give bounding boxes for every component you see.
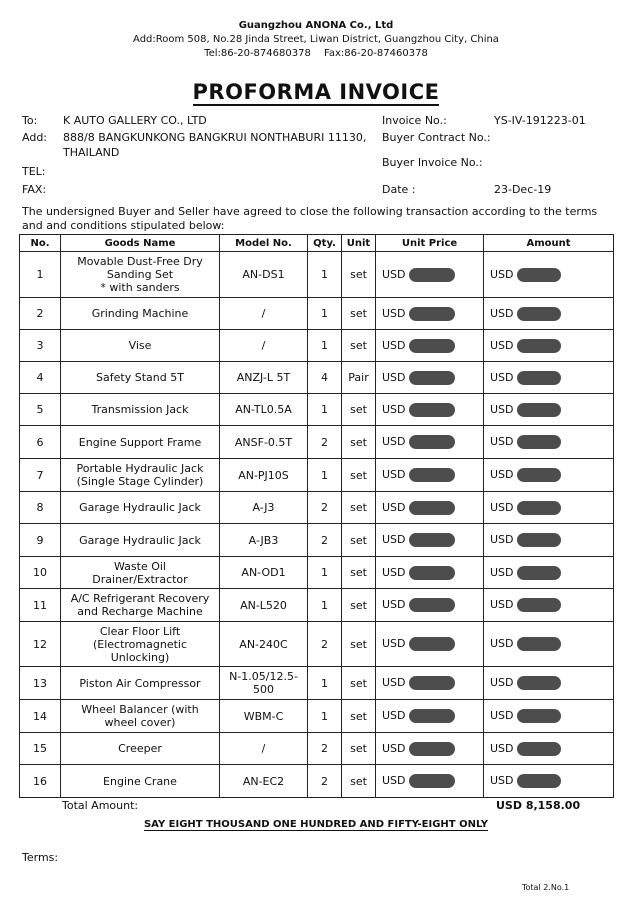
redacted-value (409, 468, 455, 482)
cell-model-no: AN-EC2 (220, 765, 308, 798)
cell-no: 10 (20, 557, 61, 589)
cell-unit-price (376, 557, 484, 589)
date-label: Date : (382, 183, 416, 196)
add-label: Add: (22, 131, 48, 144)
redacted-value (409, 268, 455, 282)
cell-unit: set (342, 622, 376, 667)
currency-label: USD (382, 709, 406, 722)
cell-qty: 1 (308, 394, 342, 426)
currency-label: USD (490, 598, 514, 611)
cell-no: 7 (20, 459, 61, 492)
total-amount-value: USD 8,158.00 (496, 799, 581, 812)
cell-model-no: / (220, 733, 308, 765)
redacted-value (517, 598, 561, 612)
cell-unit: set (342, 765, 376, 798)
currency-label: USD (490, 402, 514, 416)
page-title (0, 80, 632, 104)
redacted-value (409, 676, 455, 690)
currency-label: USD (382, 306, 406, 320)
currency-label: USD (382, 435, 406, 448)
table-row (20, 524, 614, 557)
redacted-value (409, 403, 455, 417)
cell-amount (484, 492, 614, 524)
cell-goods-name: Vise (61, 330, 220, 362)
cell-unit-price (376, 622, 484, 667)
redacted-value (517, 676, 561, 690)
cell-no: 8 (20, 492, 61, 524)
cell-no: 6 (20, 426, 61, 459)
currency-label: USD (382, 598, 406, 611)
currency-label: USD (490, 468, 514, 481)
redacted-value (409, 742, 455, 756)
cell-unit-price (376, 765, 484, 798)
total-amount-label: Total Amount: (62, 799, 139, 812)
redacted-value (517, 501, 561, 515)
redacted-value (409, 637, 455, 651)
redacted-value (517, 403, 561, 417)
cell-goods-name: Waste Oil Drainer/Extractor (61, 557, 220, 589)
total-in-words-text: SAY EIGHT THOUSAND ONE HUNDRED AND FIFTY-EIGHT ONLY (143, 819, 489, 830)
tel-label: TEL: (22, 165, 46, 178)
redacted-value (409, 307, 455, 321)
cell-unit: set (342, 330, 376, 362)
table-row (20, 492, 614, 524)
cell-model-no: WBM-C (220, 700, 308, 733)
cell-unit: set (342, 394, 376, 426)
cell-amount (484, 459, 614, 492)
cell-unit-price (376, 700, 484, 733)
cell-unit: set (342, 459, 376, 492)
redacted-value (517, 339, 561, 353)
currency-label: USD (490, 370, 514, 384)
cell-qty: 4 (308, 362, 342, 394)
cell-unit-price (376, 589, 484, 622)
cell-unit-price (376, 298, 484, 330)
cell-qty: 2 (308, 622, 342, 667)
cell-model-no: AN-DS1 (220, 252, 308, 298)
company-tel: Tel:86-20-874680378 (204, 48, 311, 59)
invoice-no-label: Invoice No.: (382, 114, 447, 127)
fax-label: FAX: (22, 183, 47, 196)
currency-label: USD (490, 741, 514, 755)
table-row (20, 667, 614, 700)
table-row (20, 765, 614, 798)
redacted-value (409, 371, 455, 385)
cell-model-no: / (220, 298, 308, 330)
cell-amount (484, 330, 614, 362)
currency-label: USD (382, 500, 406, 514)
cell-qty: 1 (308, 298, 342, 330)
add-value-line1: 888/8 BANGKUNKONG BANGKRUI NONTHABURI 11130, (63, 131, 367, 144)
redacted-value (409, 501, 455, 515)
table-row (20, 330, 614, 362)
cell-model-no: AN-240C (220, 622, 308, 667)
redacted-value (409, 435, 455, 449)
cell-unit-price (376, 459, 484, 492)
col-header-qty: Qty. (308, 235, 342, 252)
table-row (20, 362, 614, 394)
redacted-value (517, 307, 561, 321)
add-value-line2: THAILAND (63, 146, 120, 159)
cell-no: 9 (20, 524, 61, 557)
cell-goods-name: Transmission Jack (61, 394, 220, 426)
cell-amount (484, 298, 614, 330)
redacted-value (517, 742, 561, 756)
cell-goods-name: Grinding Machine (61, 298, 220, 330)
cell-model-no: A-JB3 (220, 524, 308, 557)
cell-unit-price (376, 394, 484, 426)
redacted-value (409, 598, 455, 612)
table-header-row (20, 235, 614, 252)
cell-unit-price (376, 733, 484, 765)
cell-goods-name: Engine Support Frame (61, 426, 220, 459)
currency-label: USD (490, 435, 514, 448)
cell-unit: Pair (342, 362, 376, 394)
cell-amount (484, 557, 614, 589)
cell-unit: set (342, 667, 376, 700)
cell-qty: 1 (308, 330, 342, 362)
cell-qty: 1 (308, 557, 342, 589)
cell-amount (484, 667, 614, 700)
currency-label: USD (382, 676, 406, 689)
cell-qty: 2 (308, 492, 342, 524)
invoice-no-value: YS-IV-191223-01 (494, 114, 586, 127)
cell-amount (484, 524, 614, 557)
cell-unit: set (342, 733, 376, 765)
cell-unit-price (376, 362, 484, 394)
cell-amount (484, 589, 614, 622)
cell-no: 15 (20, 733, 61, 765)
cell-qty: 1 (308, 589, 342, 622)
page-number: Total 2.No.1 (522, 883, 570, 892)
cell-unit-price (376, 252, 484, 298)
to-value: K AUTO GALLERY CO., LTD (63, 114, 207, 127)
total-in-words (0, 819, 632, 830)
redacted-value (409, 339, 455, 353)
cell-no: 1 (20, 252, 61, 298)
table-row (20, 459, 614, 492)
redacted-value (409, 709, 455, 723)
cell-unit-price (376, 426, 484, 459)
cell-unit-price (376, 667, 484, 700)
redacted-value (517, 268, 561, 282)
currency-label: USD (490, 565, 514, 579)
company-contact (0, 48, 632, 59)
currency-label: USD (382, 338, 406, 352)
redacted-value (517, 533, 561, 547)
buyer-invoice-label: Buyer Invoice No.: (382, 156, 483, 169)
terms-label: Terms: (22, 851, 59, 864)
currency-label: USD (490, 500, 514, 514)
to-label: To: (22, 114, 38, 127)
col-header-amount: Amount (484, 235, 614, 252)
currency-label: USD (490, 676, 514, 689)
table-row (20, 394, 614, 426)
cell-qty: 1 (308, 252, 342, 298)
cell-model-no: AN-L520 (220, 589, 308, 622)
table-row (20, 622, 614, 667)
currency-label: USD (382, 565, 406, 579)
cell-goods-name: A/C Refrigerant Recovery and Recharge Machine (61, 589, 220, 622)
cell-no: 3 (20, 330, 61, 362)
currency-label: USD (490, 709, 514, 722)
cell-model-no: ANSF-0.5T (220, 426, 308, 459)
cell-goods-name: Garage Hydraulic Jack (61, 524, 220, 557)
goods-table-body (20, 252, 614, 798)
redacted-value (517, 435, 561, 449)
col-header-unit: Unit (342, 235, 376, 252)
buyer-contract-label: Buyer Contract No.: (382, 131, 491, 144)
table-row (20, 700, 614, 733)
cell-unit: set (342, 557, 376, 589)
cell-unit-price (376, 492, 484, 524)
table-row (20, 298, 614, 330)
currency-label: USD (490, 774, 514, 787)
currency-label: USD (382, 468, 406, 481)
currency-label: USD (382, 533, 406, 546)
cell-goods-name: Wheel Balancer (with wheel cover) (61, 700, 220, 733)
page-title-text: PROFORMA INVOICE (192, 80, 440, 104)
cell-qty: 1 (308, 459, 342, 492)
cell-unit-price (376, 330, 484, 362)
company-name: Guangzhou ANONA Co., Ltd (238, 20, 394, 31)
cell-model-no: ANZJ-L 5T (220, 362, 308, 394)
cell-amount (484, 426, 614, 459)
cell-model-no: AN-TL0.5A (220, 394, 308, 426)
cell-model-no: N-1.05/12.5- 500 (220, 667, 308, 700)
cell-goods-name: Garage Hydraulic Jack (61, 492, 220, 524)
cell-model-no: / (220, 330, 308, 362)
redacted-value (517, 468, 561, 482)
currency-label: USD (490, 306, 514, 320)
col-header-unit-price: Unit Price (376, 235, 484, 252)
cell-qty: 2 (308, 524, 342, 557)
cell-unit: set (342, 700, 376, 733)
cell-no: 12 (20, 622, 61, 667)
intro-text: The undersigned Buyer and Seller have agreed to close the following transaction according to the terms and and conditions stipulated below: (22, 205, 598, 232)
cell-model-no: AN-OD1 (220, 557, 308, 589)
cell-unit: set (342, 426, 376, 459)
cell-amount (484, 622, 614, 667)
table-row (20, 589, 614, 622)
redacted-value (409, 566, 455, 580)
cell-no: 4 (20, 362, 61, 394)
cell-amount (484, 733, 614, 765)
cell-model-no: AN-PJ10S (220, 459, 308, 492)
cell-amount (484, 252, 614, 298)
cell-goods-name: Creeper (61, 733, 220, 765)
cell-unit: set (342, 589, 376, 622)
currency-label: USD (382, 637, 406, 650)
cell-unit: set (342, 492, 376, 524)
cell-goods-name: Engine Crane (61, 765, 220, 798)
table-row (20, 557, 614, 589)
cell-goods-name: Piston Air Compressor (61, 667, 220, 700)
cell-model-no: A-J3 (220, 492, 308, 524)
redacted-value (517, 709, 561, 723)
cell-goods-name: Clear Floor Lift (Electromagnetic Unlocking) (61, 622, 220, 667)
cell-no: 13 (20, 667, 61, 700)
cell-unit: set (342, 252, 376, 298)
cell-amount (484, 700, 614, 733)
col-header-no: No. (20, 235, 61, 252)
cell-amount (484, 765, 614, 798)
table-row (20, 426, 614, 459)
date-value: 23-Dec-19 (494, 183, 552, 196)
goods-table (19, 234, 614, 798)
cell-qty: 1 (308, 667, 342, 700)
cell-qty: 1 (308, 700, 342, 733)
cell-no: 16 (20, 765, 61, 798)
company-fax: Fax:86-20-87460378 (324, 48, 428, 59)
table-row (20, 252, 614, 298)
cell-goods-name: Safety Stand 5T (61, 362, 220, 394)
cell-qty: 2 (308, 426, 342, 459)
redacted-value (409, 533, 455, 547)
col-header-goods-name: Goods Name (61, 235, 220, 252)
cell-unit: set (342, 298, 376, 330)
redacted-value (517, 637, 561, 651)
cell-goods-name: Portable Hydraulic Jack (Single Stage Cylinder) (61, 459, 220, 492)
redacted-value (409, 774, 455, 788)
redacted-value (517, 774, 561, 788)
currency-label: USD (382, 774, 406, 787)
redacted-value (517, 566, 561, 580)
company-address: Add:Room 508, No.28 Jinda Street, Liwan District, Guangzhou City, China (133, 34, 499, 45)
table-row (20, 733, 614, 765)
currency-label: USD (490, 637, 514, 650)
col-header-model-no: Model No. (220, 235, 308, 252)
currency-label: USD (490, 338, 514, 352)
redacted-value (517, 371, 561, 385)
currency-label: USD (490, 533, 514, 546)
cell-no: 2 (20, 298, 61, 330)
cell-amount (484, 362, 614, 394)
cell-no: 14 (20, 700, 61, 733)
cell-amount (484, 394, 614, 426)
currency-label: USD (490, 267, 514, 281)
cell-unit: set (342, 524, 376, 557)
currency-label: USD (382, 370, 406, 384)
cell-no: 5 (20, 394, 61, 426)
cell-qty: 2 (308, 733, 342, 765)
currency-label: USD (382, 267, 406, 281)
cell-goods-name: Movable Dust-Free Dry Sanding Set * with sanders (61, 252, 220, 298)
cell-no: 11 (20, 589, 61, 622)
cell-qty: 2 (308, 765, 342, 798)
currency-label: USD (382, 402, 406, 416)
cell-unit-price (376, 524, 484, 557)
currency-label: USD (382, 741, 406, 755)
